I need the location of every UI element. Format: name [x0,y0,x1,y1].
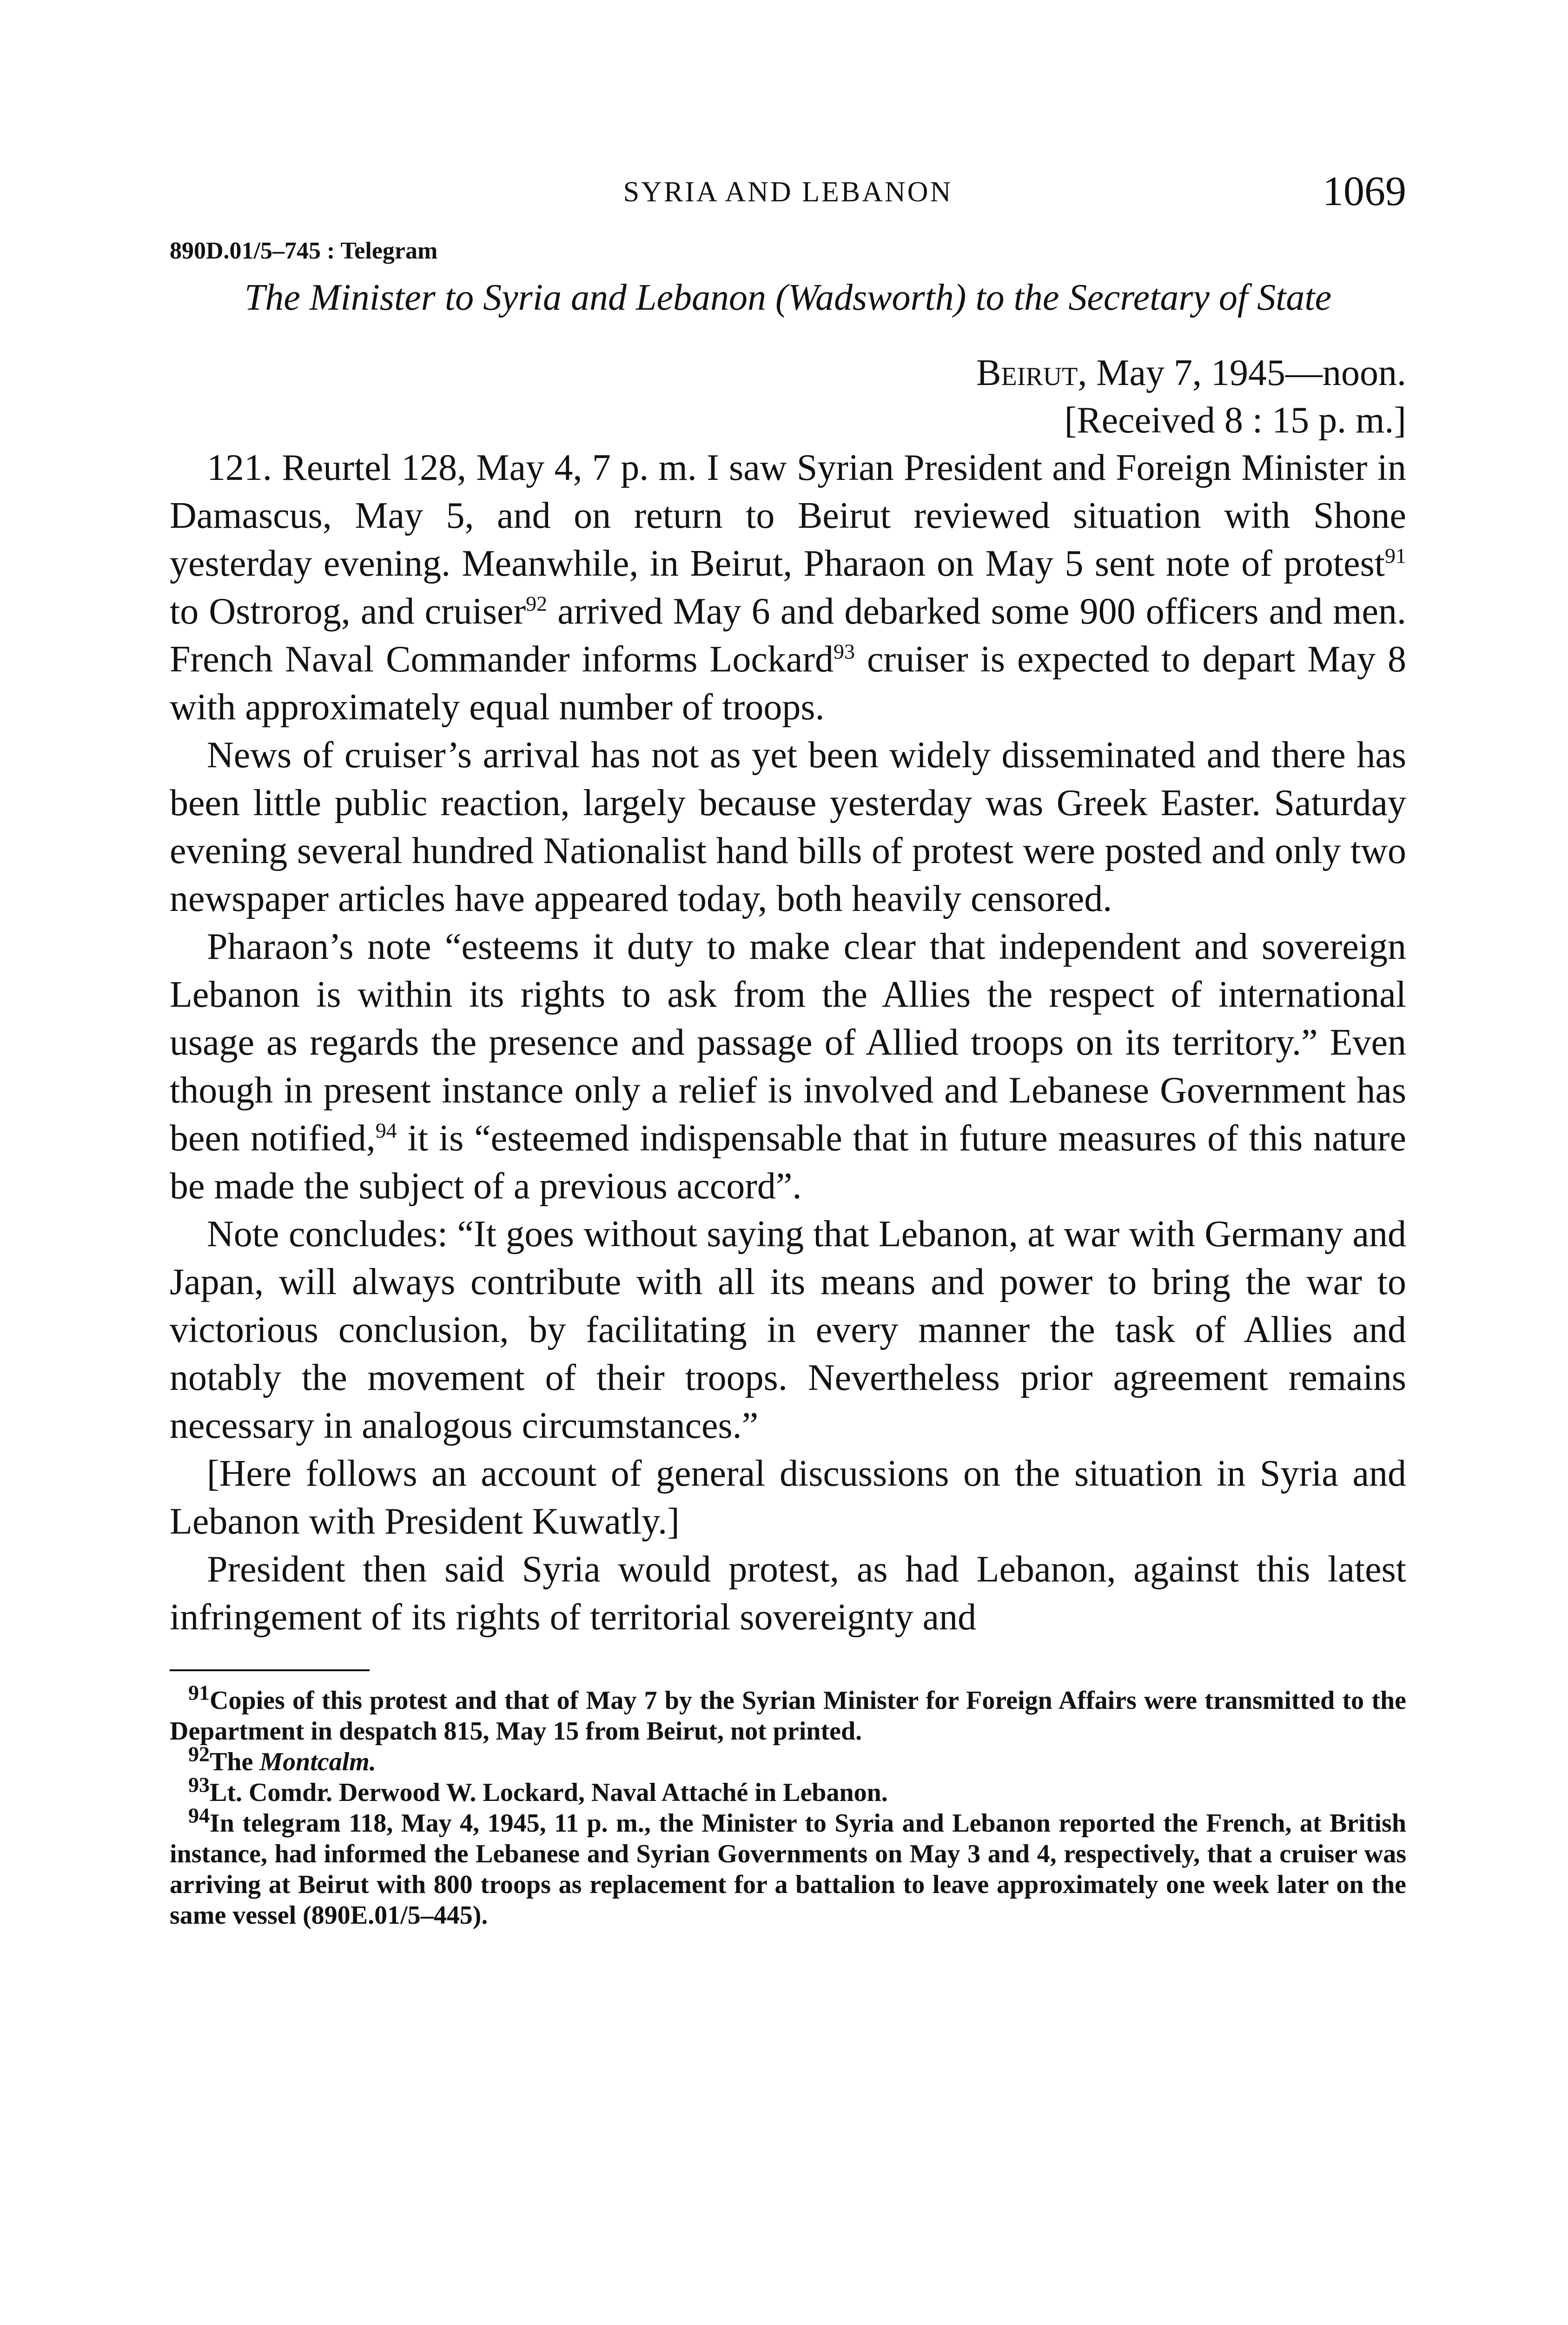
paragraph-1-text-b: to Ostrorog, and cruiser [170,591,526,632]
paragraph-1-text-c: arrived May 6 and debarked some 900 officers and men. French Naval Commander informs Lockard [170,591,1407,680]
paragraph-1-text-a: 121. Reurtel 128, May 4, 7 p. m. I saw Syrian President and Foreign Minister in Damascus, May 5, and on return to Beirut reviewed situation with Shone yesterday evening. Meanwhile, in Beirut, Pharaon on May 5 sent note of protest [170,447,1406,584]
footnote-ref-94: 94 [375,1118,397,1143]
footnote-92 [170,1742,1406,1777]
footnote-93-number: 93 [188,1773,210,1797]
running-head [170,167,1406,219]
footnote-91 [170,1681,1406,1747]
footnote-ref-93: 93 [834,639,855,664]
dateline-sent [170,349,1406,397]
telegram-body [170,444,1406,1641]
paragraph-6: President then said Syria would protest, as had Lebanon, against this latest infringement of its rights of territorial sovereignty and [170,1549,1406,1638]
running-title: SYRIA AND LEBANON [623,176,953,208]
footnote-divider [170,1669,370,1671]
file-reference: 890D.01/5–745 : Telegram [170,238,438,264]
dateline-received: [Received 8 : 15 p. m.] [1064,400,1406,441]
paragraph-5: [Here follows an account of general discussions on the situation in Syria and Lebanon with President Kuwatly.] [170,1453,1406,1542]
dateline [170,349,1406,444]
paragraph-3-text-b: it is “esteemed indispensable that in future measures of this nature be made the subject of a previous accord”. [170,1118,1407,1207]
footnote-94-text: In telegram 118, May 4, 1945, 11 p. m., the Minister to Syria and Lebanon reported the French, at British instance, had informed the Lebanese and Syrian Governments on May 3 and 4, respectively, that a cruiser was arriving at Beirut with 800 troops as replacement for a battalion to leave approximately one week later on the same vessel (890E.01/5–445). [170,1809,1406,1930]
footnote-93 [170,1773,1406,1808]
footnote-92-text: The [210,1747,260,1776]
footnote-94 [170,1803,1406,1931]
footnote-94-number: 94 [188,1803,210,1827]
document-title: The Minister to Syria and Lebanon (Wadsworth) to the Secretary of State [244,277,1332,318]
paragraph-1 [170,444,1406,731]
paragraph-3-text-a: Pharaon’s note “esteems it duty to make clear that independent and sovereign Lebanon is within its rights to ask from the Allies the respect of international usage as regards the presence and passage of Allied troops on its territory.” Even though in present instance only a relief is involved and Lebanese Government has been notified, [170,926,1406,1159]
dateline-date: , May 7, 1945—noon. [1078,352,1406,393]
footnote-91-text: Copies of this protest and that of May 7 by the Syrian Minister for Foreign Affairs were transmitted to the Department in despatch 815, May 15 from Beirut, not printed. [170,1686,1406,1746]
page [170,167,1406,1931]
page-number: 1069 [1323,168,1406,214]
footnote-91-number: 91 [188,1681,210,1705]
footnote-ref-92: 92 [526,591,548,616]
footnote-92-ship-name: Montcalm. [259,1747,376,1776]
footnotes [170,1681,1406,1931]
paragraph-2: News of cruiser’s arrival has not as yet been widely disseminated and there has been little public reaction, largely because yesterday was Greek Easter. Saturday evening several hundred Nationalist hand bills of protest were posted and only two newspaper articles have appeared today, both heavily censored. [170,735,1406,919]
footnote-ref-91: 91 [1385,544,1406,568]
paragraph-1-text-d: cruiser is expected to depart May 8 with approximately equal number of troops. [170,639,1406,728]
dateline-place: Beirut [976,352,1078,393]
footnote-92-number: 92 [188,1742,210,1766]
paragraph-4: Note concludes: “It goes without saying that Lebanon, at war with Germany and Japan, will always contribute with all its means and power to bring the war to victorious conclusion, by facilitating in every manner the task of Allies and notably the movement of their troops. Nevertheless prior agreement remains necessary in analogous circumstances.” [170,1214,1406,1446]
paragraph-3 [170,923,1406,1210]
footnote-93-text: Lt. Comdr. Derwood W. Lockard, Naval Attaché in Lebanon. [210,1778,888,1807]
